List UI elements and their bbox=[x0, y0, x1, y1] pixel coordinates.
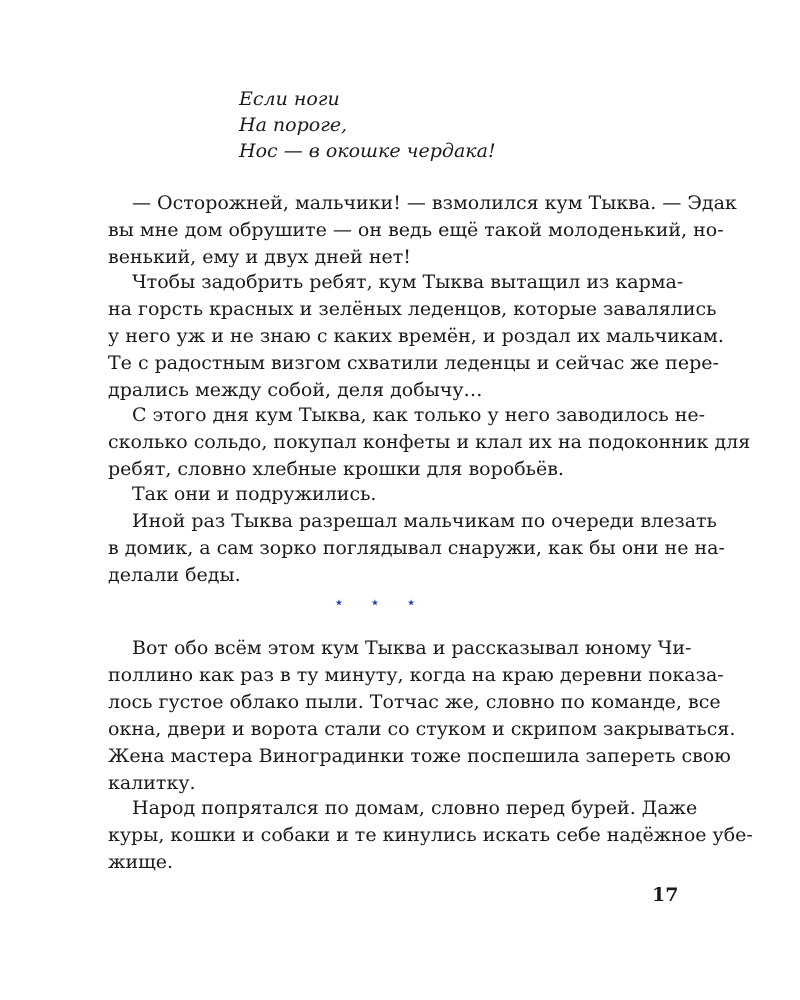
text-line: на горсть красных и зелёных леденцов, которые завалялись bbox=[108, 298, 717, 320]
text-line: делали беды. bbox=[108, 564, 241, 586]
text-line: в домик, а сам зорко поглядывал снаружи, как бы они не на- bbox=[108, 537, 725, 559]
text-line: Так они и подружились. bbox=[132, 483, 377, 505]
section-separator: ⋆ ⋆ ⋆ bbox=[333, 593, 427, 613]
text-line: окна, двери и ворота стали со стуком и скрипом закрываться. bbox=[108, 718, 736, 740]
text-line: ребят, словно хлебные крошки для воробьёв. bbox=[108, 458, 564, 480]
poem-line: Если ноги bbox=[239, 88, 340, 110]
text-line: у него уж и не знаю с каких времён, и роздал их мальчикам. bbox=[108, 325, 724, 347]
text-line: Чтобы задобрить ребят, кум Тыква вытащил из карма- bbox=[132, 271, 684, 293]
text-line: дрались между собой, деля добычу… bbox=[108, 379, 483, 401]
text-line: Иной раз Тыква разрешал мальчикам по очереди влезать bbox=[132, 510, 717, 532]
page-number: 17 bbox=[652, 884, 679, 906]
text-line: калитку. bbox=[108, 772, 196, 794]
poem-line: Нос — в окошке чердака! bbox=[239, 140, 496, 162]
text-line: поллино как раз в ту минуту, когда на краю деревни показа- bbox=[108, 664, 724, 686]
text-line: Вот обо всём этом кум Тыква и рассказывал юному Чи- bbox=[132, 637, 692, 659]
text-line: куры, кошки и собаки и те кинулись искать себе надёжное убе- bbox=[108, 824, 753, 846]
poem-line: На пороге, bbox=[239, 114, 348, 136]
text-line: Жена мастера Виноградинки тоже поспешила запереть свою bbox=[108, 745, 731, 767]
text-line: С этого дня кум Тыква, как только у него заводилось не- bbox=[132, 404, 706, 426]
text-line: — Осторожней, мальчики! — взмолился кум Тыква. — Эдак bbox=[132, 192, 737, 214]
text-line: сколько сольдо, покупал конфеты и клал их на подоконник для bbox=[108, 431, 751, 453]
text-line: жище. bbox=[108, 851, 174, 873]
poem-stanza bbox=[239, 86, 659, 164]
text-line: Те с радостным визгом схватили леденцы и сейчас же пере- bbox=[108, 352, 719, 374]
text-line: Народ попрятался по домам, словно перед бурей. Даже bbox=[132, 797, 698, 819]
text-line: вы мне дом обрушите — он ведь ещё такой молоденький, но- bbox=[108, 219, 724, 241]
text-line: венький, ему и двух дней нет! bbox=[108, 246, 411, 268]
text-line: лось густое облако пыли. Тотчас же, словно по команде, все bbox=[108, 691, 721, 713]
